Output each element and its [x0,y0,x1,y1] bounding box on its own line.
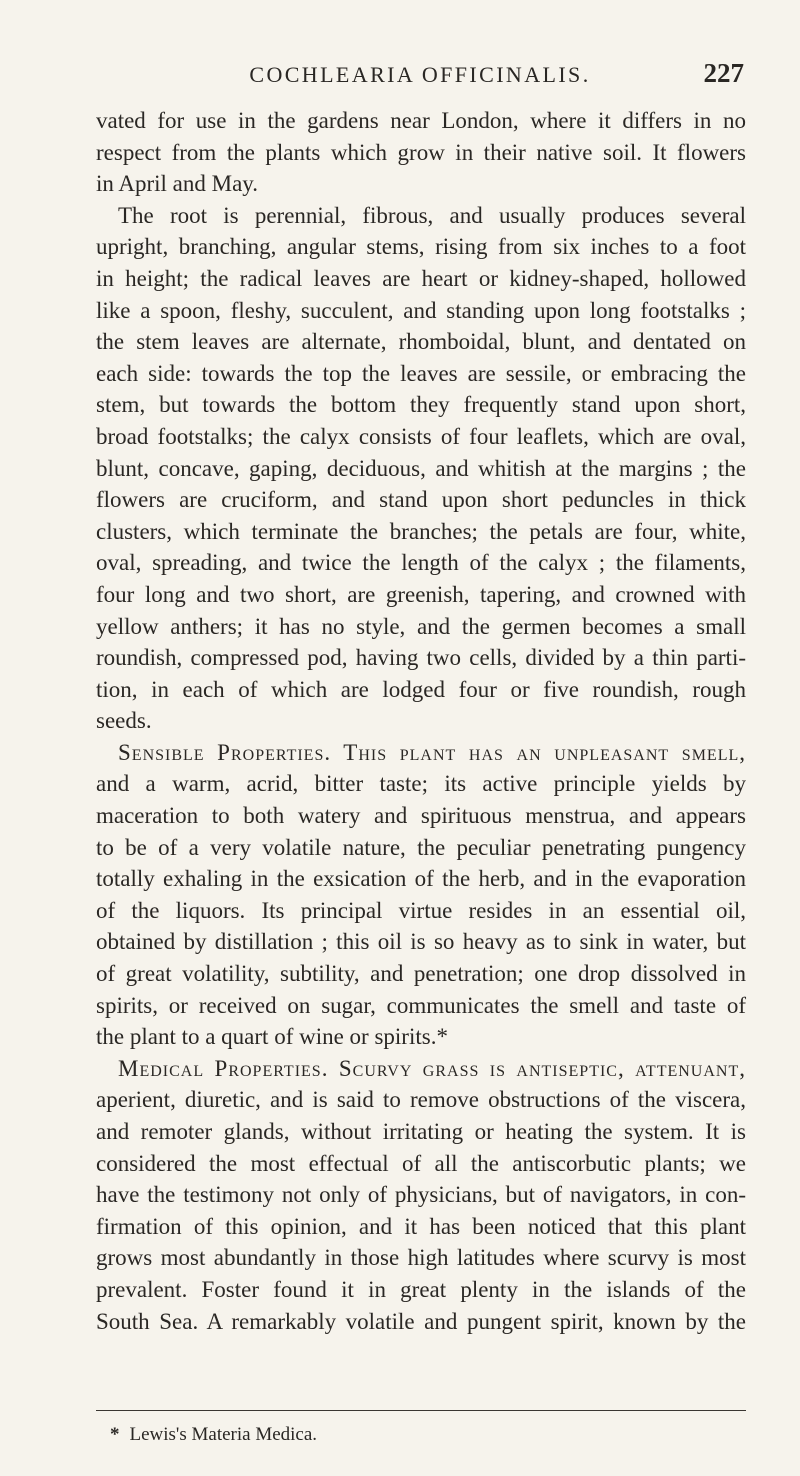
text-line: South Sea. A remarkably volatile and pungent spirit, known by the [96,1308,746,1334]
text-line: have the testimony not only of physicians, but of navigators, in con- [96,1182,746,1208]
text-line: to be of a very volatile nature, the peculiar penetrating pungency [96,834,746,860]
text-line: and a warm, acrid, bitter taste; its active principle yields by [96,771,746,797]
text-line: seeds. [96,708,152,734]
section-heading-medical-properties: Medical Properties. Scurvy grass is antiseptic, attenuant, [118,1055,746,1081]
text-line: tion, in each of which are lodged four or five roundish, rough [96,676,746,702]
text-line: in height; the radical leaves are heart or kidney-shaped, hollowed [96,265,746,291]
text-line: stem, but towards the bottom they frequently stand upon short, [96,392,746,418]
text-line: The root is perennial, fibrous, and usually produces several [118,202,746,228]
text-line: in April and May. [96,171,259,197]
text-line: maceration to both watery and spirituous menstrua, and appears [96,803,746,829]
text-line: considered the most effectual of all the antiscorbutic plants; we [96,1150,746,1176]
text-line: clusters, which terminate the branches; the petals are four, white, [96,518,746,544]
body-text [96,105,746,1337]
text-line: like a spoon, fleshy, succulent, and standing upon long footstalks ; [96,297,746,323]
text-line: prevalent. Foster found it in great plenty in the islands of the [96,1276,746,1302]
text-line: firmation of this opinion, and it has been noticed that this plant [96,1213,746,1239]
page-number: 227 [703,58,744,88]
page-header [96,58,744,98]
text-line: blunt, concave, gaping, deciduous, and whitish at the margins ; the [96,455,746,481]
text-line: totally exhaling in the exsication of the herb, and in the evaporation [96,866,746,892]
text-line: grows most abundantly in those high latitudes where scurvy is most [96,1245,746,1271]
text-line: of great volatility, subtility, and penetration; one drop dissolved in [96,961,746,987]
text-line: spirits, or received on sugar, communicates the smell and taste of [96,992,746,1018]
text-line: yellow anthers; it has no style, and the germen becomes a small [96,613,746,639]
text-line: upright, branching, angular stems, rising from six inches to a foot [96,234,746,260]
text-line: respect from the plants which grow in their native soil. It flowers [96,139,746,165]
text-line: broad footstalks; the calyx consists of four leaflets, which are oval, [96,423,746,449]
text-line: of the liquors. Its principal virtue resides in an essential oil, [96,897,746,923]
text-line: flowers are cruciform, and stand upon short peduncles in thick [96,487,746,513]
text-line: each side: towards the top the leaves are sessile, or embracing the [96,360,746,386]
footnote [110,1424,317,1446]
text-line: oval, spreading, and twice the length of the calyx ; the filaments, [96,550,746,576]
text-line: vated for use in the gardens near London, where it differs in no [96,108,746,133]
text-line: aperient, diuretic, and is said to remove obstructions of the viscera, [96,1087,746,1113]
text-line: obtained by distillation ; this oil is so heavy as to sink in water, but [96,929,746,955]
section-heading-sensible-properties: Sensible Properties. This plant has an unpleasant smell, [118,739,746,765]
footnote-text: Lewis's Materia Medica. [129,1424,318,1445]
text-line: the stem leaves are alternate, rhomboidal, blunt, and dentated on [96,329,746,355]
text-line: the plant to a quart of wine or spirits.* [96,1024,448,1050]
text-line: four long and two short, are greenish, tapering, and crowned with [96,581,746,607]
running-head: COCHLEARIA OFFICINALIS. [249,62,591,87]
text-line: roundish, compressed pod, having two cells, divided by a thin parti- [96,645,746,671]
footnote-mark: * [110,1424,120,1445]
footnote-divider [96,1410,746,1411]
text-line: and remoter glands, without irritating or heating the system. It is [96,1119,746,1144]
